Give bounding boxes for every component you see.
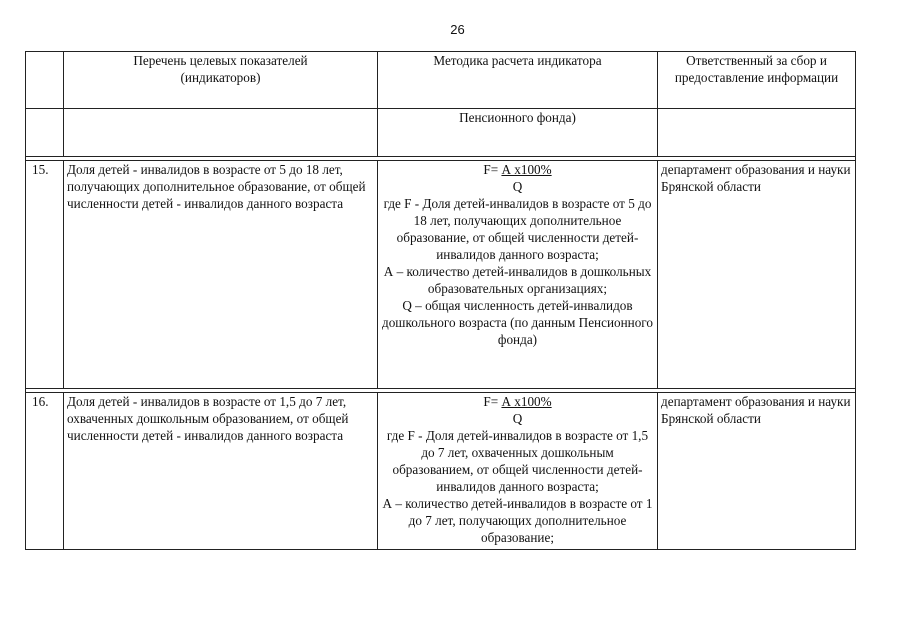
formula-prefix: F= (483, 162, 502, 177)
header-method (378, 52, 658, 109)
responsible-party: департамент образования и науки Брянской области (658, 393, 856, 550)
header-method-label: Методика расчета индикатора (433, 53, 602, 68)
cont-num (26, 109, 64, 157)
table-header-row (26, 52, 856, 109)
method-line: Q – общая численность детей-инвалидов дошкольного возраста (по данным Пенсионного фонда) (382, 298, 653, 347)
formula-numerator: А х100% (501, 162, 552, 177)
indicator-method (378, 393, 658, 550)
formula-denominator: Q (512, 411, 523, 426)
header-num (26, 52, 64, 109)
cont-responsible (658, 109, 856, 157)
header-indicators-label: Перечень целевых показателей (индикаторов) (133, 53, 308, 85)
indicator-name: Доля детей - инвалидов в возрасте от 5 до 18 лет, получающих дополнительное образование, от общей численности детей - инвалидов данного возраста (64, 161, 378, 389)
indicators-table (25, 51, 856, 550)
continuation-row (26, 109, 856, 157)
row-number: 15. (26, 161, 64, 389)
indicator-name: Доля детей - инвалидов в возрасте от 1,5 до 7 лет, охваченных дошкольным образованием, от общей численности детей - инвалидов данного возраста (64, 393, 378, 550)
formula-prefix: F= (483, 394, 502, 409)
formula-numerator: А х100% (501, 394, 552, 409)
table-row (26, 393, 856, 550)
row-number: 16. (26, 393, 64, 550)
header-indicators (64, 52, 378, 109)
header-responsible-label: Ответственный за сбор и предоставление информации (674, 53, 839, 85)
method-line: где F - Доля детей-инвалидов в возрасте от 1,5 до 7 лет, охваченных дошкольным образованием, от общей численности детей-инвалидов данного возраста; (386, 428, 649, 494)
responsible-party: департамент образования и науки Брянской области (658, 161, 856, 389)
header-responsible (658, 52, 856, 109)
formula (381, 393, 654, 410)
cont-method: Пенсионного фонда) (378, 109, 658, 157)
method-line: А – количество детей-инвалидов в возрасте от 1 до 7 лет, получающих дополнительное образование; (382, 496, 653, 545)
method-line: А – количество детей-инвалидов в дошкольных образовательных организациях; (383, 264, 652, 296)
formula (381, 161, 654, 178)
table-row (26, 161, 856, 389)
indicator-method (378, 161, 658, 389)
method-line: где F - Доля детей-инвалидов в возрасте от 5 до 18 лет, получающих дополнительное образование, от общей численности детей-инвалидов данного возраста; (383, 196, 652, 262)
cont-name (64, 109, 378, 157)
page-number: 26 (450, 22, 465, 37)
formula-denominator: Q (512, 179, 523, 194)
